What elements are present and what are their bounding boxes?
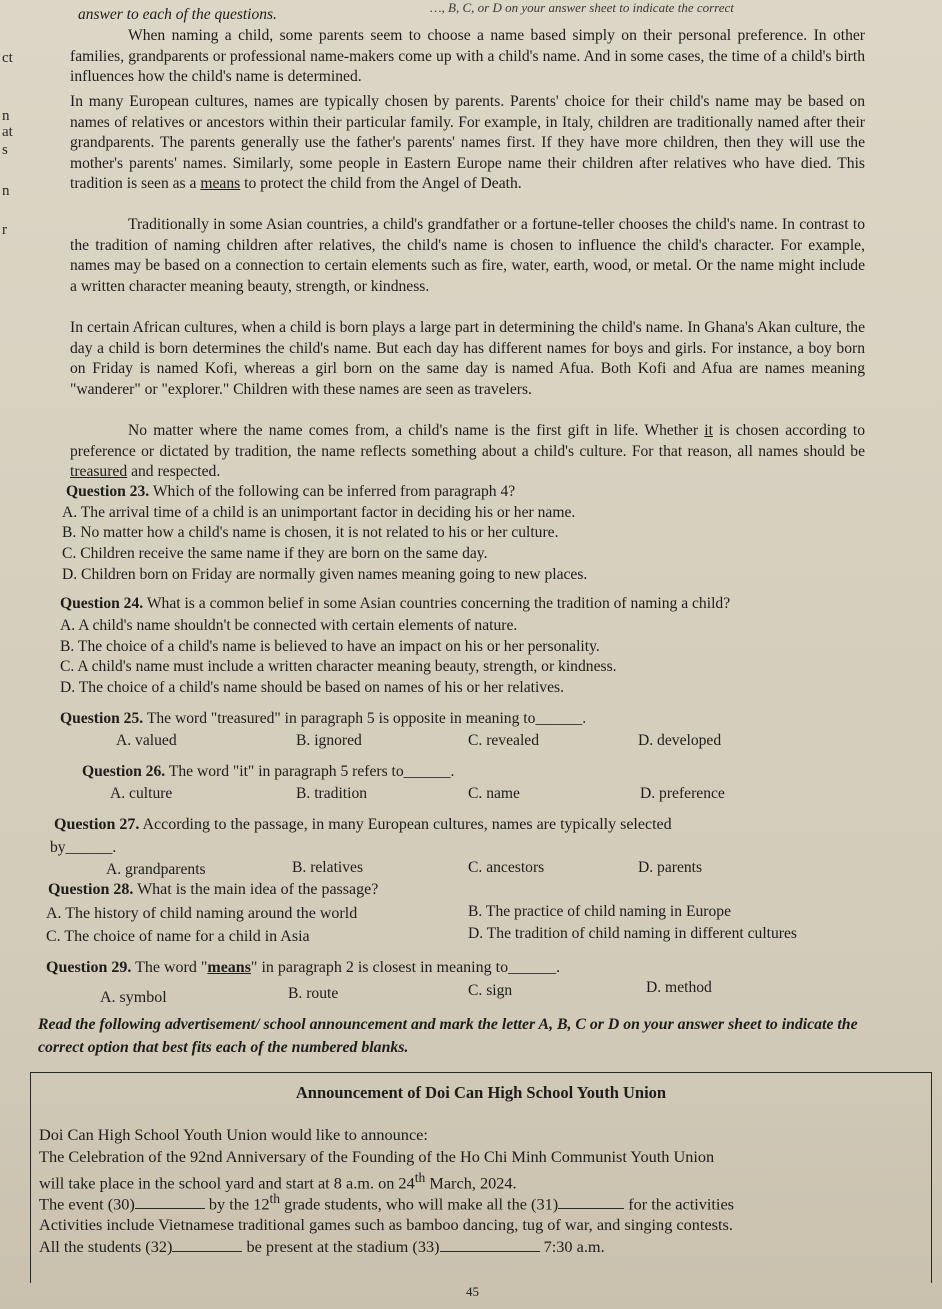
q28-option-d[interactable]: D. The tradition of child naming in different cultures: [468, 925, 797, 942]
blank-30-label: The event (30): [39, 1194, 135, 1214]
blank-31[interactable]: [558, 1208, 624, 1209]
question-28-text: What is the main idea of the passage?: [137, 881, 379, 898]
question-25: [60, 709, 586, 730]
question-27-label: Question 27.: [54, 816, 140, 833]
grade-superscript: th: [269, 1191, 281, 1206]
paragraph-1: [70, 26, 865, 88]
cut-off-instruction: …, B, C, or D on your answer sheet to indicate the correct: [430, 0, 734, 15]
announcement-line-4-text: by the 12: [204, 1194, 270, 1214]
q24-option-a[interactable]: A. A child's name shouldn't be connected with certain elements of nature.: [60, 617, 518, 634]
blank-32-label: All the students (32): [39, 1237, 173, 1256]
question-28-label: Question 28.: [48, 881, 134, 898]
question-23-label: Question 23.: [66, 483, 150, 500]
paragraph-3: [70, 215, 865, 297]
q29-option-c[interactable]: C. sign: [468, 982, 513, 999]
question-26-label: Question 26.: [82, 763, 166, 780]
blank-33[interactable]: [440, 1251, 540, 1252]
announcement-line-2: The Celebration of the 92nd Anniversary of the Founding of the Ho Chi Minh Communist Youth Union: [39, 1147, 715, 1166]
question-25-blank: ______.: [535, 710, 587, 727]
q25-option-c[interactable]: C. revealed: [468, 732, 540, 749]
underlined-means: means: [200, 175, 241, 193]
announcement-title: Announcement of Doi Can High School Youth Union: [295, 1083, 667, 1102]
margin-fragment: at: [2, 124, 13, 140]
question-26-blank: ______.: [403, 763, 455, 780]
q27-option-a[interactable]: A. grandparents: [106, 861, 206, 878]
announcement-box: [30, 1072, 932, 1283]
question-29-text-end: " in paragraph 2 is closest in meaning to: [250, 959, 509, 976]
q28-option-a[interactable]: A. The history of child naming around the world: [46, 905, 358, 922]
q25-option-b[interactable]: B. ignored: [296, 732, 362, 749]
announcement-line-4-end: for the activities: [624, 1194, 735, 1214]
announcement-line-4: [39, 1191, 734, 1214]
underlined-it: it: [704, 422, 713, 439]
q26-option-d[interactable]: D. preference: [640, 785, 725, 802]
question-29: [46, 958, 560, 979]
announcement-line-6: [39, 1237, 605, 1257]
margin-fragment: n: [2, 183, 10, 199]
paragraph-1-text: When naming a child, some parents seem to choose a name based simply on their personal preference. In other families, grandparents or professional name-makers come up with a child's name. And in some cases, the time of a child's birth influences how the child's name is determined.: [70, 27, 865, 86]
margin-fragment: ct: [2, 50, 13, 66]
paragraph-5-text: No matter where the name comes from, a child's name is the first gift in life. Whether: [128, 422, 699, 439]
page-number: 45: [466, 1284, 479, 1299]
blank-32[interactable]: [172, 1251, 242, 1252]
underlined-treasured: treasured: [70, 463, 128, 481]
question-28: [48, 880, 378, 901]
q26-option-a[interactable]: A. culture: [110, 785, 173, 802]
margin-fragment: r: [2, 222, 7, 238]
margin-fragment: n: [2, 108, 10, 124]
announcement-line-1: Doi Can High School Youth Union would like to announce:: [39, 1125, 428, 1144]
paragraph-5-mid: is chosen according to preference or dictated by tradition, the name reflects something about a child's culture. For that reason, all names should be: [70, 422, 865, 460]
q29-option-a[interactable]: A. symbol: [100, 989, 167, 1006]
instruction-heading: answer to each of the questions.: [78, 6, 277, 23]
q29-option-d[interactable]: D. method: [646, 979, 712, 996]
announcement-line-5: Activities include Vietnamese traditional games such as bamboo dancing, tug of war, and singing contests.: [39, 1215, 733, 1234]
question-29-underlined-word: means: [207, 959, 251, 976]
q24-option-c[interactable]: C. A child's name must include a written character meaning beauty, strength, or kindness.: [60, 658, 617, 675]
q26-option-b[interactable]: B. tradition: [296, 785, 368, 802]
q24-option-d[interactable]: D. The choice of a child's name should be based on names of his or her relatives.: [60, 679, 564, 696]
q28-option-c[interactable]: C. The choice of name for a child in Asia: [46, 928, 310, 945]
q25-option-d[interactable]: D. developed: [638, 732, 722, 749]
q23-option-c[interactable]: C. Children receive the same name if they are born on the same day.: [62, 545, 488, 562]
question-25-text: The word "treasured" in paragraph 5 is opposite in meaning to: [146, 710, 536, 727]
left-margin: [0, 0, 30, 1309]
paragraph-5-end: and respected.: [131, 463, 221, 481]
question-24: [60, 594, 730, 615]
q28-option-b[interactable]: B. The practice of child naming in Europe: [468, 903, 731, 920]
q26-option-c[interactable]: C. name: [468, 785, 520, 802]
q27-option-b[interactable]: B. relatives: [292, 859, 364, 876]
q25-option-a[interactable]: A. valued: [116, 732, 177, 749]
question-27: [54, 815, 872, 836]
announcement-line-3-text: will take place in the school yard and start at 8 a.m. on 24: [39, 1173, 415, 1193]
question-27-continued: by______.: [50, 839, 117, 856]
q27-option-d[interactable]: D. parents: [638, 859, 703, 876]
question-24-text: What is a common belief in some Asian countries concerning the tradition of naming a child?: [146, 595, 731, 612]
paragraph-4-text: In certain African cultures, when a child is born plays a large part in determining the child's name. In Ghana's Akan culture, the day a child is born determines the child's name. But each day has different names for boys and girls. For instance, a boy born on Friday is named Kofi, whereas a girl born on the same day is named Afua. Both Kofi and Afua are names meaning "wanderer" or "explorer." Children with these names are seen as travelers.: [70, 319, 865, 398]
q23-option-d[interactable]: D. Children born on Friday are normally given names meaning going to new places.: [62, 566, 588, 583]
question-25-label: Question 25.: [60, 710, 144, 727]
question-29-text-start: The word ": [135, 959, 208, 976]
q29-option-b[interactable]: B. route: [288, 985, 339, 1002]
question-29-blank: ______.: [508, 959, 561, 976]
blank-30[interactable]: [135, 1208, 205, 1209]
section-instruction: Read the following advertisement/ school announcement and mark the letter A, B, C or D on your answer sheet to indicate the correct option that best fits each of the numbered blanks.: [38, 1016, 858, 1056]
question-23: [66, 482, 515, 503]
question-27-text: According to the passage, in many European cultures, names are typically selected: [142, 816, 672, 833]
paragraph-2-text: In many European cultures, names are typically chosen by parents. Parents' choice for their child's name may be based on names of relatives or ancestors within their particular family. For example, in Italy, children are traditionally named after their grandparents. The parents generally use the father's parents' names first. If they have more children, then they will use the mother's parents' names. Similarly, some people in Eastern Europe name their children after relatives who have died. This tradition is seen as a: [70, 93, 865, 193]
q23-option-a[interactable]: A. The arrival time of a child is an unimportant factor in deciding his or her name.: [62, 504, 576, 521]
margin-fragment: s: [2, 142, 8, 158]
paragraph-4: [70, 318, 865, 400]
question-23-text: Which of the following can be inferred from paragraph 4?: [152, 483, 516, 500]
announcement-time: 7:30 a.m.: [543, 1237, 605, 1256]
announcement-line-3: [39, 1170, 517, 1193]
blank-31-label: grade students, who will make all the (31): [280, 1194, 559, 1214]
blank-33-label: be present at the stadium (33): [242, 1237, 440, 1256]
q23-option-b[interactable]: B. No matter how a child's name is chosen, it is not related to his or her culture.: [62, 524, 559, 541]
q27-option-c[interactable]: C. ancestors: [468, 859, 545, 876]
question-26: [82, 762, 454, 783]
paragraph-2: [70, 92, 865, 195]
paragraph-5: [70, 421, 865, 483]
q24-option-b[interactable]: B. The choice of a child's name is believed to have an impact on his or her personality.: [60, 638, 600, 655]
date-superscript: th: [414, 1170, 426, 1185]
question-29-label: Question 29.: [46, 959, 132, 976]
announcement-line-3-end: March, 2024.: [425, 1173, 517, 1193]
paragraph-3-text: Traditionally in some Asian countries, a child's grandfather or a fortune-teller chooses the child's name. In contrast to the tradition of naming children after relatives, the child's name is chosen to influence the child's character. For example, names may be based on a connection to certain elements such as fire, water, earth, wood, or metal. Or the name might include a written character meaning beauty, strength, or kindness.: [70, 216, 865, 295]
question-26-text: The word "it" in paragraph 5 refers to: [168, 763, 404, 780]
question-24-label: Question 24.: [60, 595, 144, 612]
paragraph-2-end: to protect the child from the Angel of Death.: [244, 175, 522, 193]
